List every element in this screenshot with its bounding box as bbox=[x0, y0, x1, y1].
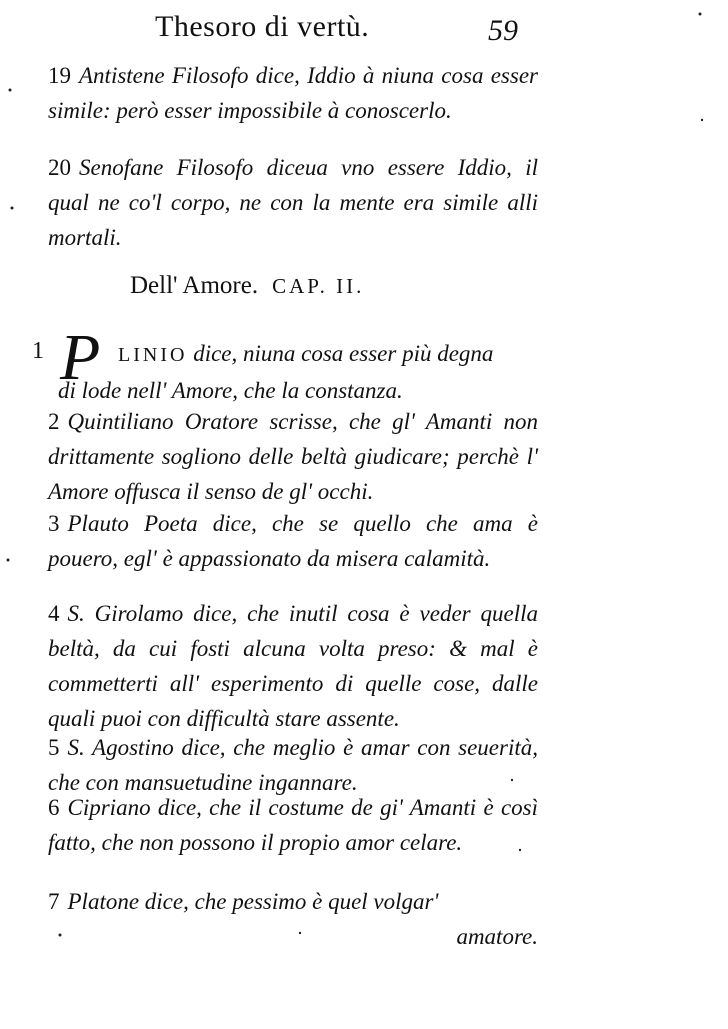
entry-number: 5 bbox=[48, 735, 60, 760]
chapter-number: CAP. II. bbox=[272, 274, 365, 298]
entry-continuation: di lode nell' Amore, che la constanza. bbox=[58, 378, 403, 403]
entry-7 bbox=[48, 884, 538, 954]
ink-speck bbox=[701, 119, 703, 121]
entry-text: dice, niuna cosa esser più degna bbox=[193, 341, 494, 366]
entry-19 bbox=[48, 58, 538, 128]
entry-number: 6 bbox=[48, 795, 60, 820]
entry-3 bbox=[48, 506, 538, 576]
ink-speck bbox=[7, 559, 10, 562]
entry-number: 3 bbox=[48, 511, 60, 536]
entry-number: 1 bbox=[32, 338, 44, 364]
entry-text: Senofane Filosofo diceua vno essere Iddio, il qual ne co'l corpo, ne con la mente era simile alli mortali. bbox=[48, 155, 538, 250]
entry-text: S. Girolamo dice, che inutil cosa è veder quella beltà, da cui fosti alcuna volta preso: & mal è commetterti all' esperimento di quelle cose, dalle quali puoi con difficultà stare assente. bbox=[48, 601, 538, 731]
chapter-title: Dell' Amore. bbox=[130, 272, 259, 299]
entry-number: 2 bbox=[48, 409, 60, 434]
entry-text: Plauto Poeta dice, che se quello che ama è pouero, egl' è appassionato da misera calamità. bbox=[48, 511, 538, 571]
page-number: 59 bbox=[488, 14, 518, 47]
entry-number: 19 bbox=[48, 63, 71, 88]
entry-4 bbox=[48, 596, 538, 736]
entry-1 bbox=[58, 336, 538, 408]
entry-catchword: amatore. bbox=[456, 924, 538, 949]
entry-2 bbox=[48, 404, 538, 509]
entry-text: Platone dice, che pessimo è quel volgar' bbox=[67, 889, 439, 914]
entry-lead-word: LINIO bbox=[118, 344, 188, 366]
ink-speck bbox=[11, 207, 14, 210]
running-title: Thesoro di vertù. bbox=[155, 10, 370, 43]
entry-number: 4 bbox=[48, 601, 60, 626]
entry-text: S. Agostino dice, che meglio è amar con seuerità, che con mansuetudine ingannare. bbox=[48, 735, 538, 795]
entry-number: 7 bbox=[48, 889, 60, 914]
entry-text: Antistene Filosofo dice, Iddio à niuna cosa esser simile: però esser impossibile à conoscerlo. bbox=[48, 63, 538, 123]
drop-cap-letter: P bbox=[60, 321, 101, 394]
chapter-heading bbox=[130, 272, 364, 300]
page-header bbox=[0, 6, 728, 50]
entry-text: Quintiliano Oratore scrisse, che gl' Amanti non drittamente sogliono delle beltà giudicare; perchè l' Amore offusca il senso de gl' occhi. bbox=[48, 409, 538, 504]
entry-text: Cipriano dice, che il costume de gi' Amanti è così fatto, che non possono il propio amor celare. bbox=[48, 795, 538, 855]
ink-speck bbox=[9, 89, 12, 92]
entry-6 bbox=[48, 790, 538, 860]
entry-number: 20 bbox=[48, 155, 71, 180]
entry-20 bbox=[48, 150, 538, 255]
